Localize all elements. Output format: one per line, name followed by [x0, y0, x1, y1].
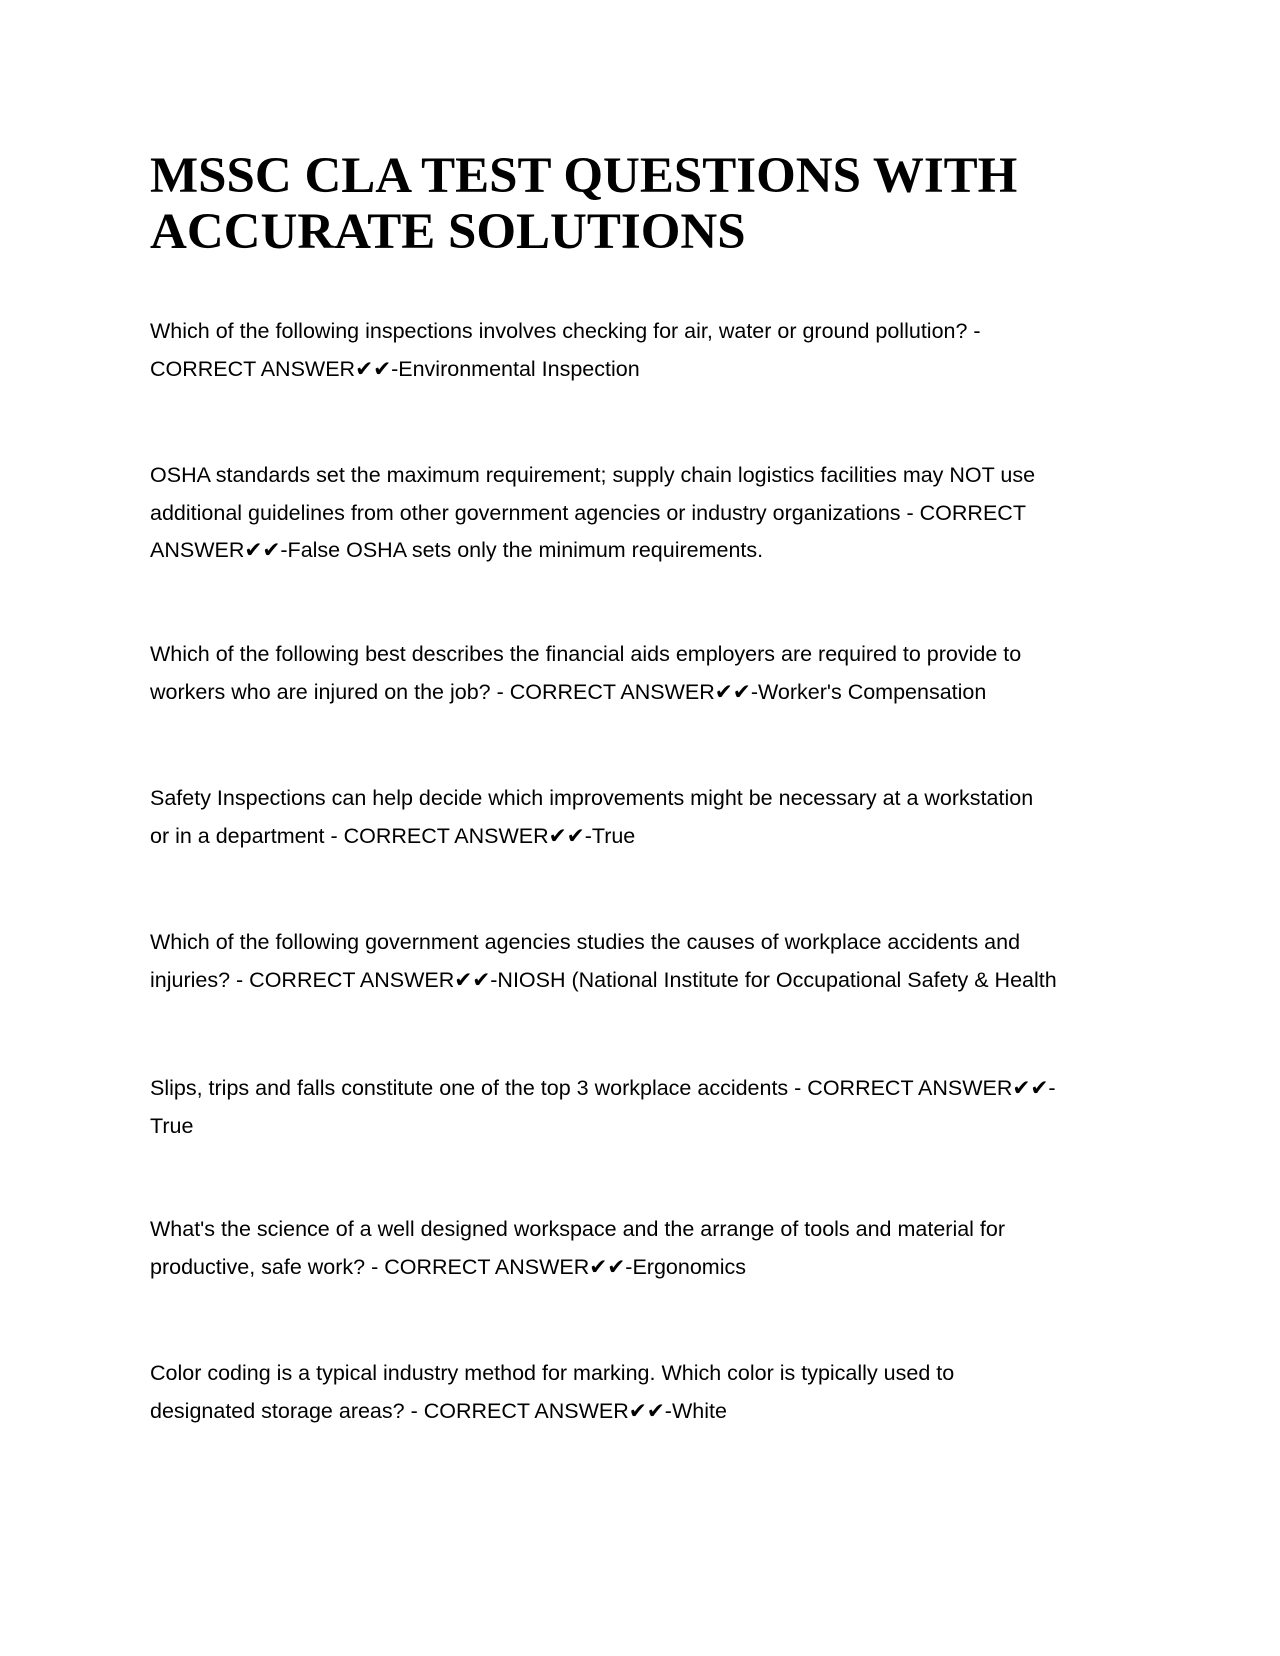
page-title [150, 148, 1130, 260]
title-line: MSSC CLA TEST QUESTIONS WITH [150, 148, 1018, 204]
title-line: ACCURATE SOLUTIONS [150, 204, 746, 260]
qa-line: injuries? - CORRECT ANSWER✔✔-NIOSH (National Institute for Occupational Safety & Health [150, 967, 1057, 992]
qa-line: OSHA standards set the maximum requirement; supply chain logistics facilities may NOT use [150, 463, 1036, 487]
question-answer-8 [150, 1355, 1135, 1430]
qa-line: Which of the following best describes the financial aids employers are required to provide to [150, 642, 1022, 666]
question-answer-7 [150, 1211, 1135, 1286]
question-answer-2 [150, 457, 1135, 570]
question-answer-4 [150, 780, 1135, 855]
qa-line: workers who are injured on the job? - CORRECT ANSWER✔✔-Worker's Compensation [150, 679, 987, 704]
qa-line: Color coding is a typical industry method for marking. Which color is typically used to [150, 1361, 955, 1385]
qa-line: ANSWER✔✔-False OSHA sets only the minimum requirements. [150, 538, 764, 562]
qa-line: Safety Inspections can help decide which improvements might be necessary at a workstation [150, 786, 1034, 810]
qa-line: or in a department - CORRECT ANSWER✔✔-True [150, 823, 636, 848]
qa-line: Which of the following inspections involves checking for air, water or ground pollution? - [150, 319, 981, 343]
qa-line: Slips, trips and falls constitute one of the top 3 workplace accidents - CORRECT ANSWER✔✔- [150, 1076, 1056, 1100]
question-answer-3 [150, 636, 1135, 711]
qa-line: additional guidelines from other government agencies or industry organizations - CORRECT [150, 500, 1026, 525]
question-answer-5 [150, 924, 1135, 999]
qa-line: What's the science of a well designed workspace and the arrange of tools and material for [150, 1217, 1006, 1241]
qa-line: Which of the following government agencies studies the causes of workplace accidents and [150, 930, 1021, 954]
question-answer-6 [150, 1070, 1135, 1145]
question-answer-1 [150, 313, 1135, 388]
qa-line: CORRECT ANSWER✔✔-Environmental Inspection [150, 356, 640, 381]
qa-line: productive, safe work? - CORRECT ANSWER✔✔-Ergonomics [150, 1254, 746, 1279]
qa-line: True [150, 1113, 194, 1138]
qa-line: designated storage areas? - CORRECT ANSWER✔✔-White [150, 1398, 727, 1423]
